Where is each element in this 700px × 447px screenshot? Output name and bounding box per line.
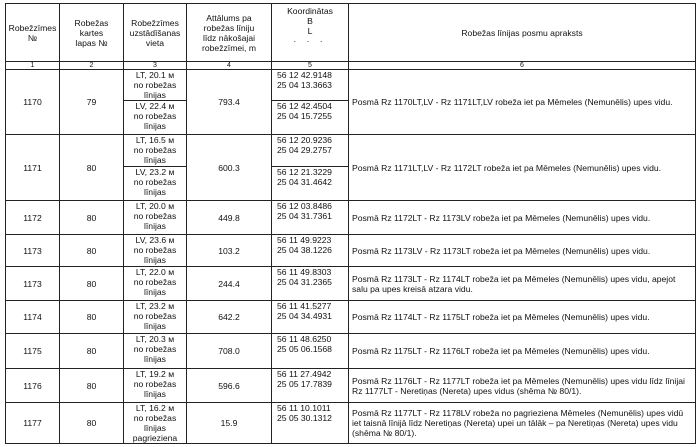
install-place-line: LT, 16.5 м: [135, 135, 175, 145]
install-place-line: LT, 22.0 м: [135, 267, 175, 277]
install-place-line: no robežas: [133, 145, 177, 155]
table-row: [6, 369, 696, 403]
segment-description-cell: Posmā Rz 1176LT - Rz 1177LT robeža iet pa Mēmeles (Nemunēlis) upes vidu līdz līnijai Rz 1177LT - Neretiņas (Nereta) upes vidus (shēma № 80/1).: [349, 369, 696, 403]
mark-number-cell: 1176: [6, 369, 60, 403]
map-sheet-cell: 80: [60, 201, 124, 235]
coordinate-l: 25 04 13.3663: [277, 80, 332, 90]
coordinates-cell: [272, 135, 349, 167]
segment-description-cell: Posmā Rz 1175LT - Rz 1176LT robeža iet pa Mēmeles (Nemunēlis) upes vidu.: [349, 334, 696, 369]
coordinates-cell: [272, 70, 349, 101]
header-coordinates-title: Koordinātas: [287, 6, 333, 16]
column-number: 1: [6, 62, 60, 70]
distance-cell: 600.3: [187, 135, 272, 201]
table-row: [6, 403, 696, 444]
map-sheet-cell: 79: [60, 70, 124, 135]
mark-number-cell: 1173: [6, 235, 60, 267]
map-sheet-cell: 80: [60, 334, 124, 369]
distance-cell: 449.8: [187, 201, 272, 235]
header-mark-no: Robežzīmes №: [6, 4, 60, 62]
install-place-line: no robežas: [133, 277, 177, 287]
install-place-cell: [124, 201, 187, 235]
install-place-cell: [124, 70, 187, 101]
coordinate-l: 25 04 15.7255: [277, 111, 332, 121]
install-place-cell: [124, 403, 187, 444]
install-place-line: līnijas: [144, 187, 166, 197]
install-place-line: līnijas: [144, 423, 166, 433]
mark-number-cell: 1172: [6, 201, 60, 235]
coordinate-l: 25 04 38.1226: [277, 245, 332, 255]
coordinates-cell: [272, 369, 349, 403]
coordinate-l: 25 04 31.4642: [277, 177, 332, 187]
coordinates-cell: [272, 267, 349, 301]
install-place-cell: [124, 267, 187, 301]
install-place-line: LT, 20.0 м: [135, 201, 175, 211]
install-place-cell: [124, 301, 187, 334]
segment-description-cell: Posmā Rz 1174LT - Rz 1175LT robeža iet pa Mēmeles (Nemunēlis) upes vidu.: [349, 301, 696, 334]
coordinates-cell: [272, 301, 349, 334]
install-place-line: LT, 16.2 м: [135, 403, 175, 413]
install-place-line: LV, 22.4 м: [135, 101, 175, 111]
install-place-line: no robežas: [133, 379, 177, 389]
table-body: [6, 70, 696, 444]
distance-cell: 103.2: [187, 235, 272, 267]
coordinate-l: 25 04 34.4931: [277, 311, 332, 321]
map-sheet-cell: 80: [60, 135, 124, 201]
document-page: [5, 3, 695, 444]
install-place-line: no robežas: [133, 413, 177, 423]
install-place-line: no robežas: [133, 111, 177, 121]
install-place-line: līnijas: [144, 221, 166, 231]
install-place-line: līnijas: [144, 321, 166, 331]
distance-cell: 15.9: [187, 403, 272, 444]
map-sheet-cell: 80: [60, 369, 124, 403]
column-number-row: [6, 62, 696, 70]
header-install-place: Robežzīmes uzstādīšanas vieta: [124, 4, 187, 62]
table-row: [6, 267, 696, 301]
mark-number-cell: 1170: [6, 70, 60, 135]
mark-number-cell: 1173: [6, 267, 60, 301]
segment-description-cell: Posmā Rz 1172LT - Rz 1173LV robeža iet pa Mēmeles (Nemunēlis) upes vidu.: [349, 201, 696, 235]
install-place-line: līnijas: [144, 354, 166, 364]
header-description: Robežas līnijas posmu apraksts: [349, 4, 696, 62]
install-place-line: no robežas: [133, 211, 177, 221]
distance-cell: 708.0: [187, 334, 272, 369]
distance-cell: 244.4: [187, 267, 272, 301]
install-place-line: LT, 23.2 м: [135, 301, 175, 311]
coordinate-b: 56 12 21.3229: [277, 167, 332, 177]
coordinate-b: 56 12 42.4504: [277, 101, 332, 111]
map-sheet-cell: 80: [60, 235, 124, 267]
install-place-cell: [124, 334, 187, 369]
table-row: [6, 70, 696, 101]
mark-number-cell: 1177: [6, 403, 60, 444]
install-place-line: līnijas: [144, 155, 166, 165]
coordinate-b: 56 11 49.8303: [277, 267, 332, 277]
table-row: [6, 301, 696, 334]
coordinate-l: 25 04 29.2757: [277, 145, 332, 155]
coordinates-cell: [272, 101, 349, 135]
mark-number-cell: 1174: [6, 301, 60, 334]
install-place-line: LV, 23.6 м: [135, 235, 175, 245]
segment-description-cell: Posmā Rz 1177LT - Rz 1178LV robeža no pagrieziena Mēmeles (Nemunēlis) upes vidū iet taisnā līnijā līdz Neretiņas (Nereta) upei un tālāk – pa Neretiņas (Nereta) upes vidu (shēma № 80/1).: [349, 403, 696, 444]
coordinates-cell: [272, 334, 349, 369]
mark-number-cell: 1175: [6, 334, 60, 369]
header-row: [6, 4, 696, 62]
coordinate-b: 56 11 48.6250: [277, 334, 332, 344]
map-sheet-cell: 80: [60, 301, 124, 334]
coordinate-l: 25 04 31.2365: [277, 277, 332, 287]
install-place-line: LT, 20.1 м: [135, 70, 175, 80]
column-number: 6: [349, 62, 696, 70]
install-place-line: LV, 23.2 м: [135, 167, 175, 177]
coordinate-l: 25 05 30.1312: [277, 413, 332, 423]
segment-description-cell: Posmā Rz 1173LV - Rz 1173LT robeža iet pa Mēmeles (Nemunēlis) upes vidu.: [349, 235, 696, 267]
install-place-line: līnijas: [144, 121, 166, 131]
distance-cell: 793.4: [187, 70, 272, 135]
install-place-line: LT, 19.2 м: [135, 369, 175, 379]
table-row: [6, 235, 696, 267]
header-coordinates-dots: · · ·: [293, 36, 327, 46]
coordinate-l: 25 05 06.1568: [277, 344, 332, 354]
mark-number-cell: 1171: [6, 135, 60, 201]
install-place-cell: [124, 369, 187, 403]
segment-description-cell: Posmā Rz 1171LT,LV - Rz 1172LT robeža iet pa Mēmeles (Nemunēlis) upes vidu.: [349, 135, 696, 201]
table-row: [6, 334, 696, 369]
install-place-line: no robežas: [133, 80, 177, 90]
coordinate-b: 56 11 41.5277: [277, 301, 332, 311]
install-place-cell: [124, 135, 187, 167]
coordinate-l: 25 05 17.7839: [277, 379, 332, 389]
install-place-line: no robežas: [133, 177, 177, 187]
install-place-line: pagrieziena: [132, 433, 178, 443]
install-place-line: no robežas: [133, 245, 177, 255]
coordinates-cell: [272, 167, 349, 201]
map-sheet-cell: 80: [60, 403, 124, 444]
coordinates-cell: [272, 403, 349, 444]
install-place-line: LT, 20.3 м: [135, 334, 175, 344]
install-place-line: līnijas: [144, 287, 166, 297]
coordinate-b: 56 11 10.1011: [277, 403, 331, 413]
install-place-cell: [124, 235, 187, 267]
distance-cell: 642.2: [187, 301, 272, 334]
install-place-line: no robežas: [133, 311, 177, 321]
install-place-cell: [124, 101, 187, 135]
column-number: 2: [60, 62, 124, 70]
column-number: 4: [187, 62, 272, 70]
table-row: [6, 201, 696, 235]
coordinates-cell: [272, 201, 349, 235]
install-place-line: no robežas: [133, 344, 177, 354]
header-coordinates: [272, 4, 349, 62]
coordinate-b: 56 12 20.9236: [277, 135, 332, 145]
install-place-line: līnijas: [144, 90, 166, 100]
distance-cell: 596.6: [187, 369, 272, 403]
coordinate-b: 56 11 27.4942: [277, 369, 332, 379]
header-coordinates-l: L: [307, 26, 313, 36]
install-place-cell: [124, 167, 187, 201]
install-place-line: līnijas: [144, 255, 166, 265]
header-distance: Attālums pa robežas līniju līdz nākošajai robežzīmei, m: [187, 4, 272, 62]
header-sheet-no: Robežas kartes lapas №: [60, 4, 124, 62]
segment-description-cell: Posmā Rz 1173LT - Rz 1174LT robeža iet pa Mēmeles (Nemunēlis) upes vidu, apejot salu pa upes kreisā atzara vidu.: [349, 267, 696, 301]
coordinate-b: 56 12 03.8486: [277, 201, 332, 211]
install-place-line: līnijas: [144, 389, 166, 399]
coordinate-b: 56 11 49.9223: [277, 235, 332, 245]
table-row: [6, 135, 696, 167]
column-number: 5: [272, 62, 349, 70]
border-marks-table: [5, 3, 696, 444]
column-number: 3: [124, 62, 187, 70]
segment-description-cell: Posmā Rz 1170LT,LV - Rz 1171LT,LV robeža iet pa Mēmeles (Nemunēlis) upes vidu.: [349, 70, 696, 135]
coordinate-b: 56 12 42.9148: [277, 70, 332, 80]
coordinates-cell: [272, 235, 349, 267]
header-coordinates-b: B: [307, 16, 313, 26]
coordinate-l: 25 04 31.7361: [277, 211, 332, 221]
map-sheet-cell: 80: [60, 267, 124, 301]
